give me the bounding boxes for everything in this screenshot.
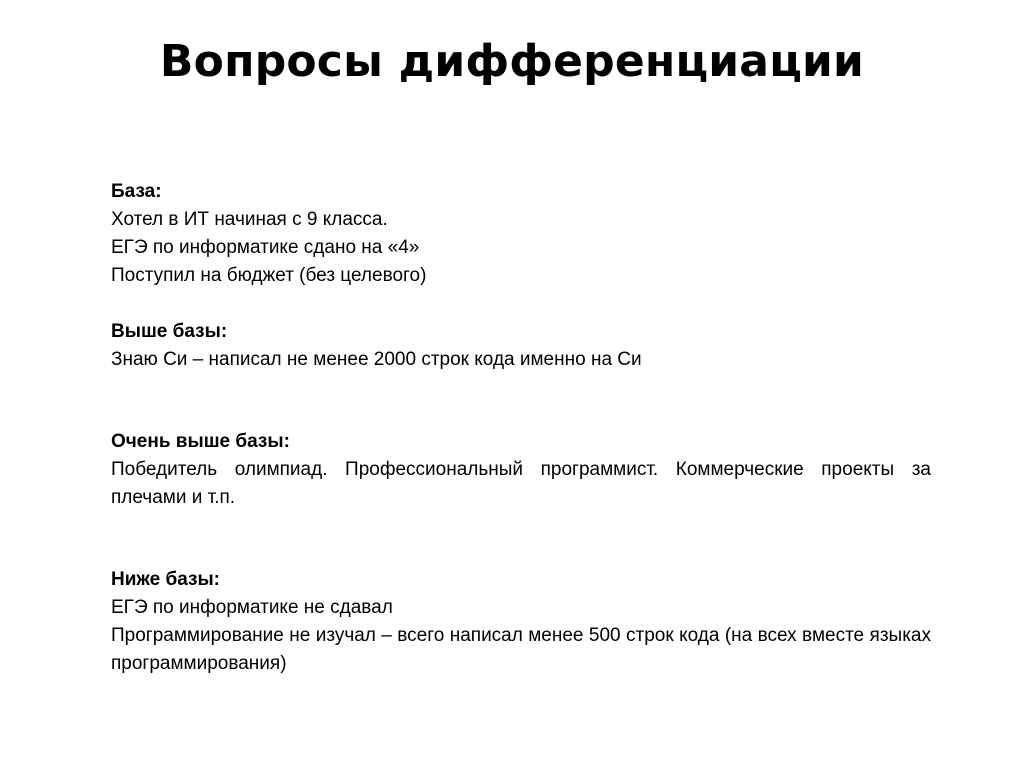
- section-above-base: [111, 318, 931, 374]
- slide-content: [111, 178, 931, 678]
- section-line: Победитель олимпиад. Профессиональный программист. Коммерческие проекты за плечами и т.п.: [111, 459, 931, 508]
- section-heading: Выше базы:: [111, 321, 228, 342]
- section-heading: Ниже базы:: [111, 569, 220, 590]
- section-line: ЕГЭ по информатике не сдавал: [111, 597, 393, 618]
- section-line: Программирование не изучал – всего написал менее 500 строк кода (на всех вместе языках программирования): [111, 625, 931, 674]
- section-line: Поступил на бюджет (без целевого): [111, 265, 427, 286]
- section-base: [111, 178, 931, 290]
- slide-title: Вопросы дифференциации: [159, 36, 865, 87]
- section-heading: Очень выше базы:: [111, 431, 290, 452]
- section-line: ЕГЭ по информатике сдано на «4»: [111, 237, 420, 258]
- section-below-base: [111, 566, 931, 678]
- section-heading: База:: [111, 181, 162, 202]
- section-far-above-base: [111, 428, 931, 512]
- section-line: Хотел в ИТ начиная с 9 класса.: [111, 209, 388, 230]
- section-line: Знаю Си – написал не менее 2000 строк кода именно на Си: [111, 349, 642, 370]
